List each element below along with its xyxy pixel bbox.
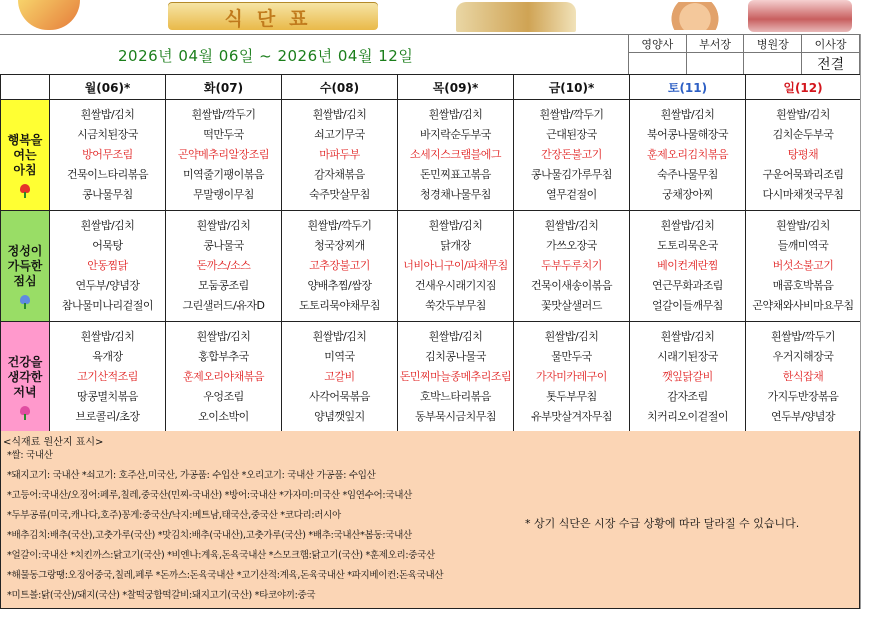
day-header-row: [1, 75, 861, 100]
dish-item: 오이소박이: [198, 410, 249, 423]
dish-item: 근대된장국: [546, 128, 597, 141]
menu-cell: [50, 322, 166, 433]
dish-item: 흰쌀밥/김치: [776, 219, 830, 232]
menu-cell: [398, 211, 514, 322]
dish-item: 흰쌀밥/김치: [80, 330, 135, 343]
dish-item: 돈까스/소스: [196, 259, 251, 272]
menu-cell: [166, 322, 282, 433]
dish-item: 안동찜닭: [87, 259, 128, 272]
menu-cell: [282, 100, 398, 211]
dish-item: 흰쌀밥/김치: [544, 219, 599, 232]
dish-item: 곤약메추리알장조림: [177, 148, 270, 161]
origin-line: *돼지고기: 국내산 *쇠고기: 호주산,미국산, 가공품: 수입산 *오리고기: 국내산 가공품: 수입산: [7, 470, 376, 481]
day-header: 일(12): [746, 75, 861, 100]
menu-cell: [282, 211, 398, 322]
dish-item: 떡만두국: [203, 128, 244, 141]
day-header: 금(10)*: [514, 75, 630, 100]
dishes-image: [456, 2, 576, 32]
dish-item: 곤약채와사비마요무침: [752, 299, 854, 312]
dish-item: 콩나물무침: [82, 188, 133, 201]
dish-item: 콩나물국: [203, 239, 244, 252]
day-header: 수(08): [282, 75, 398, 100]
dish-item: 김치순두부국: [772, 128, 834, 141]
dish-item: 고추장불고기: [309, 259, 370, 272]
dish-item: 가자미카레구이: [536, 370, 607, 383]
menu-cell: [514, 322, 630, 433]
dish-item: 연두부/양념장: [771, 410, 835, 423]
dish-item: 흰쌀밥/김치: [80, 108, 135, 121]
corner-cell: [1, 75, 50, 100]
dish-item: 바지락순두부국: [420, 128, 491, 141]
origin-line: *두부공류(미국,캐나다,호주)꽁게:중국산/낙지:베트남,태국산,중국산 *코다리:러시아: [7, 510, 341, 521]
dish-item: 땅콩멸치볶음: [77, 390, 138, 403]
dish-item: 참나물미나리겉절이: [61, 299, 154, 312]
dish-item: 흰쌀밥/김치: [80, 219, 135, 232]
origin-line: *얼갈이:국내산 *치킨까스:닭고기(국산) *비엔나:계육,돈육국내산 *스모크햄:닭고기(국산) *훈제오리:중국산: [7, 550, 435, 561]
dish-item: 쑥갓두부무침: [425, 299, 486, 312]
dish-item: 물만두국: [551, 350, 592, 363]
dish-item: 흰쌀밥/김치: [428, 330, 483, 343]
menu-cell: [166, 211, 282, 322]
dish-item: 시래기된장국: [657, 350, 718, 363]
dish-item: 깻잎닭갈비: [662, 370, 713, 383]
dish-item: 육개장: [92, 350, 123, 363]
dish-item: 동부묵시금치무침: [414, 410, 496, 423]
dish-item: 고갈비: [324, 370, 355, 383]
meal-label-text: 가득한: [7, 258, 43, 273]
approval-role-hospital-director: 병원장: [744, 35, 802, 53]
day-header: 토(11): [630, 75, 746, 100]
meal-label-text: 건강을: [7, 354, 43, 369]
dish-item: 도토리묵야채무침: [298, 299, 380, 312]
dish-item: 흰쌀밥/깍두기: [539, 108, 604, 121]
dish-item: 흰쌀밥/김치: [544, 330, 599, 343]
dish-item: 모둠콩조림: [198, 279, 249, 292]
menu-cell: [398, 322, 514, 433]
dish-item: 가쓰오장국: [546, 239, 597, 252]
title-plate: [168, 2, 378, 30]
dish-item: 흰쌀밥/김치: [660, 219, 715, 232]
approval-role-dietitian: 영양사: [629, 35, 687, 53]
dish-item: 김치콩나물국: [425, 350, 486, 363]
dish-item: 쇠고기무국: [314, 128, 365, 141]
menu-cell: [746, 322, 861, 433]
dish-item: 미역국: [324, 350, 355, 363]
dish-item: 훈제오리김치볶음: [646, 148, 728, 161]
dish-item: 미역줄기팽이볶음: [182, 168, 264, 181]
dish-item: 연두부/양념장: [75, 279, 140, 292]
dish-item: 사각어묵볶음: [309, 390, 370, 403]
menu-cell: [630, 100, 746, 211]
menu-cell: [630, 322, 746, 433]
food-logo-image: [18, 0, 80, 30]
date-row: [0, 34, 628, 75]
dish-item: 연근무화과조림: [652, 279, 723, 292]
header-banner: [0, 0, 874, 34]
dish-item: 브로콜리/초장: [75, 410, 140, 423]
dish-item: 버섯소불고기: [772, 259, 834, 272]
dish-item: 돈민찌표고볶음: [420, 168, 491, 181]
dish-item: 치커리오이겉절이: [646, 410, 728, 423]
origin-line: *쌀: 국내산: [7, 450, 53, 461]
dish-item: 흰쌀밥/김치: [312, 330, 367, 343]
dish-item: 흰쌀밥/김치: [428, 108, 483, 121]
origin-line: *해물동그랑땡:오징어중국,칠레,페루 *돈까스:돈육국내산 *고기산적:계육,돈육국내산 *파지베이컨:돈육국내산: [7, 570, 444, 581]
dish-item: 훈제오리야채볶음: [182, 370, 264, 383]
day-header: 화(07): [166, 75, 282, 100]
dish-item: 흰쌀밥/김치: [776, 108, 830, 121]
tulip-icon: [18, 406, 32, 420]
dish-item: 톳두부무침: [546, 390, 597, 403]
dish-item: 콩나물김가루무침: [530, 168, 612, 181]
approval-result: 전결: [802, 53, 860, 76]
dish-item: 호박느타리볶음: [420, 390, 491, 403]
dish-item: 얼갈이들깨무침: [652, 299, 723, 312]
dish-item: 흰쌀밥/김치: [196, 219, 251, 232]
approval-role-department-head: 부서장: [686, 35, 744, 53]
dish-item: 청국장찌개: [314, 239, 365, 252]
origin-info-box: [0, 431, 860, 609]
menu-cell: [514, 211, 630, 322]
menu-cell: [398, 100, 514, 211]
dish-item: 숙주나물무침: [657, 168, 718, 181]
dish-item: 무말랭이무침: [193, 188, 254, 201]
meal-label-cell: [1, 100, 50, 211]
dish-item: 흰쌀밥/김치: [196, 330, 251, 343]
menu-cell: [630, 211, 746, 322]
chef-illustration: [660, 2, 730, 30]
dish-item: 양배추찜/쌈장: [307, 279, 372, 292]
day-header: 목(09)*: [398, 75, 514, 100]
meal-label-text: 여는: [13, 147, 37, 162]
menu-cell: [282, 322, 398, 433]
dish-item: 들깨미역국: [777, 239, 829, 252]
dish-item: 베이컨계란찜: [657, 259, 718, 272]
meal-label-text: 정성이: [7, 243, 43, 258]
dish-item: 마파두부: [319, 148, 360, 161]
food-illustration: [748, 0, 852, 32]
origin-line: *배추김치:배추(국산),고춧가루(국산) *맛김치:배추(국내산),고춧가루(국산) *배추:국내산*봄동:국내산: [7, 530, 412, 541]
approval-role-chairman: 이사장: [802, 35, 860, 53]
menu-cell: [50, 211, 166, 322]
dish-item: 간장돈불고기: [541, 148, 602, 161]
menu-cell: [514, 100, 630, 211]
meal-label-text: 생각한: [7, 369, 43, 384]
dish-item: 양념깻잎지: [314, 410, 365, 423]
dish-item: 숙주맛살무침: [309, 188, 370, 201]
day-header: 월(06)*: [50, 75, 166, 100]
dish-item: 흰쌀밥/김치: [660, 330, 715, 343]
dish-item: 청경채나물무침: [420, 188, 491, 201]
dish-item: 흰쌀밥/깍두기: [771, 330, 835, 343]
menu-cell: [50, 100, 166, 211]
dish-item: 우엉조림: [203, 390, 244, 403]
dish-item: 탕평채: [787, 148, 819, 161]
dish-item: 북어콩나물해장국: [646, 128, 728, 141]
dish-item: 건묵이느타리볶음: [66, 168, 148, 181]
meal-label-text: 아침: [13, 162, 37, 177]
tulip-icon: [18, 184, 32, 198]
dish-item: 홍합부추국: [198, 350, 249, 363]
dish-item: 매콤호박볶음: [772, 279, 834, 292]
approval-box: [628, 34, 860, 76]
dish-item: 가지두반장볶음: [767, 390, 839, 403]
dish-item: 한식잡채: [782, 370, 824, 383]
dish-item: 시금치된장국: [77, 128, 138, 141]
origin-line: *고등어:국내산/오징어:페루,칠레,중국산(민찌-국내산) *방어:국내산 *가자미:미국산 *임연수어:국내산: [7, 490, 412, 501]
dish-item: 우거지해장국: [772, 350, 834, 363]
meal-label-text: 점심: [13, 273, 37, 288]
dish-item: 열무겉절이: [546, 188, 597, 201]
meal-row: [1, 322, 861, 433]
period-text: 2026년 04월 06일 ~ 2026년 04월 12일: [118, 47, 414, 65]
dish-item: 구운어묵꽈리조림: [762, 168, 844, 181]
dish-item: 궁채장아찌: [662, 188, 713, 201]
right-border: [860, 34, 861, 609]
meal-label-cell: [1, 211, 50, 322]
dish-item: 돈민찌마늘종메추리조림: [399, 370, 512, 383]
meal-label-text: 행복을: [7, 132, 43, 147]
dish-item: 건새우시래기지짐: [414, 279, 496, 292]
dish-item: 감자채볶음: [314, 168, 365, 181]
dish-item: 감자조림: [667, 390, 708, 403]
dish-item: 흰쌀밥/깍두기: [191, 108, 256, 121]
dish-item: 흰쌀밥/깍두기: [307, 219, 372, 232]
dish-item: 고기산적조림: [77, 370, 138, 383]
dish-item: 유부맛살겨자무침: [530, 410, 612, 423]
dish-item: 도토리묵온국: [657, 239, 718, 252]
page-title: 식단표: [224, 8, 322, 30]
notice-text: * 상기 식단은 시장 수급 상황에 따라 달라질 수 있습니다.: [525, 517, 800, 530]
dish-item: 소세지스크램블에그: [409, 148, 502, 161]
dish-item: 흰쌀밥/김치: [428, 219, 483, 232]
dish-item: 방어무조림: [82, 148, 133, 161]
dish-item: 두부두루치기: [541, 259, 602, 272]
dish-item: 너비아니구이/파채무침: [403, 259, 508, 272]
meal-row: [1, 211, 861, 322]
dish-item: 건묵이새송이볶음: [530, 279, 612, 292]
weekly-menu-table: [0, 74, 861, 433]
dish-item: 흰쌀밥/김치: [660, 108, 715, 121]
meal-label-text: 저녁: [13, 384, 37, 399]
origin-title: <식재료 원산지 표시>: [3, 437, 104, 448]
tulip-icon: [18, 295, 32, 309]
dish-item: 어묵탕: [92, 239, 123, 252]
dish-item: 닭개장: [440, 239, 471, 252]
origin-line: *미트볼:닭(국산)/돼지(국산) *찰떡궁합떡갈비:돼지고기(국산) *타코야끼:중국: [7, 590, 316, 601]
menu-cell: [746, 211, 861, 322]
menu-cell: [746, 100, 861, 211]
dish-item: 흰쌀밥/김치: [312, 108, 367, 121]
menu-cell: [166, 100, 282, 211]
meal-row: [1, 100, 861, 211]
dish-item: 다시마채젓국무침: [762, 188, 844, 201]
meal-label-cell: [1, 322, 50, 433]
dish-item: 그린샐러드/유자D: [182, 299, 265, 312]
dish-item: 꽃맛살샐러드: [541, 299, 602, 312]
